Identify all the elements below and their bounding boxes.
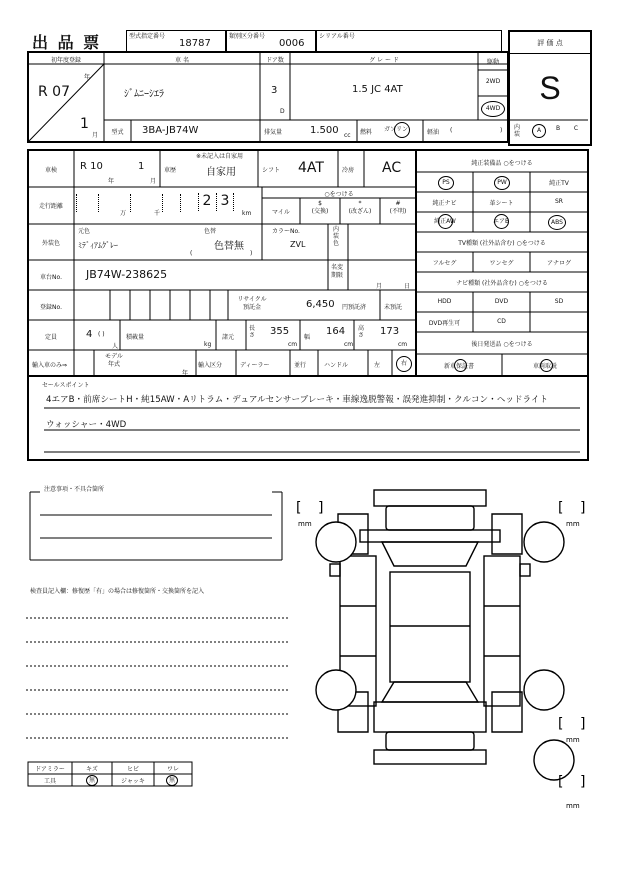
- mileage-digit: 3: [216, 193, 234, 211]
- later-title: 後日発送品 ○をつける: [471, 341, 533, 348]
- svg-text:]: ]: [318, 500, 324, 516]
- import-label: 輸入車のみ⇒: [32, 362, 68, 369]
- later-manual-circle: [540, 359, 553, 372]
- equip-tv[interactable]: 純正TV: [549, 180, 569, 187]
- length-label: 長さ: [249, 325, 256, 339]
- capacity-bracket: ( ): [98, 331, 105, 338]
- mm-label-fr: mm: [566, 520, 580, 528]
- legend-break: ワレ: [166, 766, 179, 773]
- drive-4wd[interactable]: 4WD: [481, 101, 505, 117]
- navi-sd[interactable]: SD: [554, 298, 564, 305]
- legend-scratch: キズ: [86, 766, 98, 773]
- model-year-label: モデル 年式: [105, 353, 123, 368]
- mileage-unit: km: [242, 210, 252, 217]
- ac-label: 冷房: [342, 167, 355, 174]
- load-label: 積載量: [126, 334, 145, 341]
- equip-aw[interactable]: [428, 215, 462, 228]
- inspection-month-suffix: 月: [150, 178, 157, 185]
- load-unit: kg: [204, 341, 212, 348]
- svg-text:[: [: [558, 716, 564, 732]
- mileage-option-mile[interactable]: マイル: [272, 209, 290, 216]
- inspection-month: 1: [138, 161, 145, 172]
- model-year-unit: 年: [182, 370, 189, 377]
- accessories-title: 純正装備品 ○をつける: [471, 160, 533, 167]
- class-label: 類別区分番号: [229, 33, 266, 40]
- recycle-value: 6,450: [306, 299, 335, 310]
- inspector-label: 検査員記入欄：修復歴「有」の場合は修復箇所・交換箇所を記入: [30, 588, 205, 595]
- svg-text:]: ]: [580, 774, 586, 790]
- height-unit: cm: [398, 341, 408, 348]
- model-cert-label: 型式指定番号: [129, 33, 166, 40]
- recycle-unit: 円預託済: [342, 304, 367, 311]
- mileage-digits: [76, 190, 256, 216]
- tv-full[interactable]: フルセグ: [432, 260, 457, 267]
- equip-airbag-label: エアB: [492, 218, 510, 225]
- class-value: 0006: [279, 38, 305, 49]
- mileage-option-exchange[interactable]: $ (交換): [311, 200, 329, 215]
- door-label: ドア数: [266, 57, 284, 64]
- displacement-label: 排気量: [264, 129, 283, 136]
- grade-label: グ レ ー ド: [369, 57, 399, 64]
- shift-label: シフト: [262, 167, 281, 174]
- recycle-label: リサイクル 預託金: [237, 296, 267, 311]
- later-manual-label: 車両取説: [532, 363, 557, 370]
- fuel-gasoline-circle: [394, 122, 410, 138]
- capacity-unit: 人: [112, 343, 119, 350]
- first-reg-month-suffix: 月: [92, 132, 99, 139]
- mileage-man: 万: [120, 210, 127, 217]
- orig-color-value: ﾐﾃﾞｨｱﾑｸﾞﾚｰ: [78, 241, 118, 250]
- car-name-label: 車 名: [175, 57, 189, 64]
- history-value: 自家用: [206, 167, 236, 178]
- name-change-day-suffix: 日: [404, 283, 411, 290]
- chassis-value: JB74W-238625: [86, 268, 168, 281]
- color-change-value: 色替無: [214, 241, 244, 252]
- mileage-digit: [162, 194, 179, 212]
- length-unit: cm: [288, 341, 298, 348]
- interior-b[interactable]: B: [555, 125, 561, 132]
- width-unit: cm: [344, 341, 354, 348]
- history-note: ※未記入は自家用: [196, 153, 244, 160]
- equip-airbag[interactable]: [486, 215, 516, 228]
- displacement-unit: cc: [344, 132, 351, 139]
- svg-text:[: [: [296, 500, 302, 516]
- capacity-label: 定員: [44, 334, 57, 341]
- equip-pw[interactable]: PW: [494, 176, 510, 190]
- later-warranty[interactable]: [416, 361, 502, 370]
- mileage-sen: 千: [154, 210, 161, 217]
- interior-c[interactable]: C: [573, 125, 579, 132]
- length-value: 355: [270, 326, 290, 337]
- width-label: 幅: [304, 334, 311, 341]
- door-suffix: D: [280, 108, 285, 115]
- displacement-value: 1.500: [310, 125, 339, 136]
- color-change-bracket-close: ): [250, 250, 253, 257]
- interior-label: 内装: [513, 124, 520, 138]
- color-change-bracket-open: (: [190, 250, 193, 257]
- inspection-value: R 10: [80, 161, 103, 172]
- chassis-label: 車台No.: [40, 274, 62, 281]
- history-label: 車歴: [164, 167, 177, 174]
- equip-ps[interactable]: PS: [438, 176, 454, 190]
- car-name-value: ｼﾞﾑﾆｰｼｴﾗ: [124, 89, 164, 100]
- first-reg-year-suffix: 年: [84, 74, 91, 81]
- color-no-label: カラーNo.: [272, 228, 300, 235]
- legend-jack: ジャッキ: [121, 778, 145, 785]
- mm-label-spare: mm: [566, 802, 580, 810]
- interior-a[interactable]: A: [532, 124, 546, 138]
- inspection-year-suffix: 年: [108, 178, 115, 185]
- color-no-value: ZVL: [290, 240, 306, 249]
- ac-value: AC: [382, 160, 402, 176]
- page-title: 出 品 票: [32, 33, 102, 52]
- caution-label: 注意事項・不具合箇所: [44, 486, 105, 493]
- equip-airbag-circle: [494, 214, 509, 229]
- inspection-label: 車検: [44, 167, 57, 174]
- equip-abs[interactable]: ABS: [548, 215, 566, 230]
- registration-label: 登録No.: [40, 304, 62, 311]
- mileage-mark-title: ○をつける: [324, 191, 354, 198]
- handle-left[interactable]: 左: [374, 362, 381, 369]
- mileage-digit: [76, 194, 97, 212]
- mileage-digit: 2: [198, 193, 215, 211]
- parallel-option[interactable]: 並行: [294, 362, 307, 369]
- name-change-label: 名変 期限: [331, 264, 344, 279]
- navi-title: ナビ種類 (社外品含む) ○をつける: [456, 280, 548, 287]
- grade-score-label: 評 価 点: [510, 38, 590, 54]
- sales-line-1: 4エアB・前席シートH・純15AW・Aリトラム・デュアルセンサーブレーキ・車線逸脱警報・誤発進抑制・クルコン・ヘッドライト: [46, 395, 549, 405]
- later-warranty-label: 新車保証書: [443, 363, 474, 370]
- svg-text:[: [: [558, 500, 564, 516]
- mm-label-fl: mm: [298, 520, 312, 528]
- svg-text:]: ]: [580, 716, 586, 732]
- height-label: 高さ: [358, 325, 365, 339]
- mileage-digit: [98, 194, 119, 212]
- model-label: 型式: [111, 129, 124, 136]
- fuel-gasoline[interactable]: [384, 124, 416, 136]
- serial-label: シリアル番号: [319, 33, 355, 40]
- recycle-unpaid[interactable]: 未預託: [384, 304, 403, 311]
- navi-dvd-play[interactable]: DVD再生可: [428, 320, 461, 327]
- equip-aw-circle: [438, 214, 453, 229]
- navi-hdd[interactable]: HDD: [437, 298, 452, 305]
- navi-cd[interactable]: CD: [497, 318, 506, 325]
- tv-analog[interactable]: アナログ: [546, 260, 571, 267]
- name-change-month-suffix: 月: [376, 283, 383, 290]
- shift-value: 4AT: [298, 160, 324, 176]
- mm-label-rr: mm: [566, 736, 580, 744]
- equip-leather[interactable]: 革シート: [489, 200, 514, 207]
- handle-right[interactable]: 右: [396, 356, 412, 372]
- color-label: 外装色: [41, 240, 60, 247]
- grade-value: 1.5 JC 4AT: [352, 84, 403, 95]
- dealer-option[interactable]: ディーラー: [240, 362, 270, 369]
- fuel-gasoline-label: ガソリン: [384, 126, 409, 133]
- navi-dvd[interactable]: DVD: [494, 298, 509, 305]
- interior-color-label: 内装色: [333, 226, 340, 247]
- equip-sr[interactable]: SR: [555, 198, 563, 205]
- svg-text:]: ]: [580, 500, 586, 516]
- mileage-option-tampered[interactable]: * (改ざん): [348, 200, 372, 215]
- later-manual[interactable]: [502, 361, 588, 370]
- drive-label: 駆動: [486, 59, 499, 66]
- equip-navi[interactable]: 純正ナビ: [432, 200, 457, 207]
- equip-aw-label: 純正AW: [434, 218, 456, 225]
- fuel-bracket-close: ): [500, 127, 503, 134]
- color-change-label: 色替: [204, 228, 217, 235]
- legend-jack-none: 無: [166, 775, 178, 786]
- orig-color-label: 元色: [78, 228, 91, 235]
- car-damage-diagram[interactable]: [290, 476, 590, 816]
- model-cert-value: 18787: [179, 38, 211, 49]
- tv-title: TV種類 (社外品含む) ○をつける: [458, 240, 546, 247]
- mileage-label: 走行距離: [38, 203, 63, 210]
- fuel-diesel[interactable]: 軽油: [427, 129, 440, 136]
- first-reg-year: R 07: [38, 84, 70, 100]
- legend-crack: ヒビ: [126, 766, 139, 773]
- legend-tools: 工具: [43, 778, 56, 785]
- first-reg-month: 1: [80, 116, 89, 132]
- height-value: 173: [380, 326, 400, 337]
- sales-label: セールスポイント: [42, 382, 90, 389]
- first-reg-label: 初年度登録: [50, 57, 81, 64]
- capacity-value: 4: [86, 329, 93, 340]
- import-type-label: 輸入区分: [198, 362, 223, 369]
- fuel-bracket-open: (: [450, 127, 453, 134]
- grade-score-value: S: [539, 70, 561, 106]
- door-value: 3: [271, 85, 278, 96]
- mileage-option-unknown[interactable]: # (不明): [389, 200, 407, 215]
- tv-one[interactable]: ワンセグ: [489, 260, 514, 267]
- mileage-digit: [130, 194, 151, 212]
- drive-2wd[interactable]: 2WD: [485, 78, 501, 85]
- dims-label: 諸元: [222, 334, 235, 341]
- later-warranty-circle: [454, 359, 467, 372]
- model-value: 3BA-JB74W: [142, 125, 199, 136]
- legend-tools-none: 無: [86, 775, 98, 786]
- mileage-digit: [180, 194, 197, 212]
- handle-label: ハンドル: [324, 362, 349, 369]
- sales-line-2: ウォッシャー・4WD: [46, 420, 127, 430]
- width-value: 164: [326, 326, 346, 337]
- legend-door-mirror: ドアミラー: [35, 766, 65, 773]
- svg-text:[: [: [558, 774, 564, 790]
- fuel-label: 燃料: [360, 129, 373, 136]
